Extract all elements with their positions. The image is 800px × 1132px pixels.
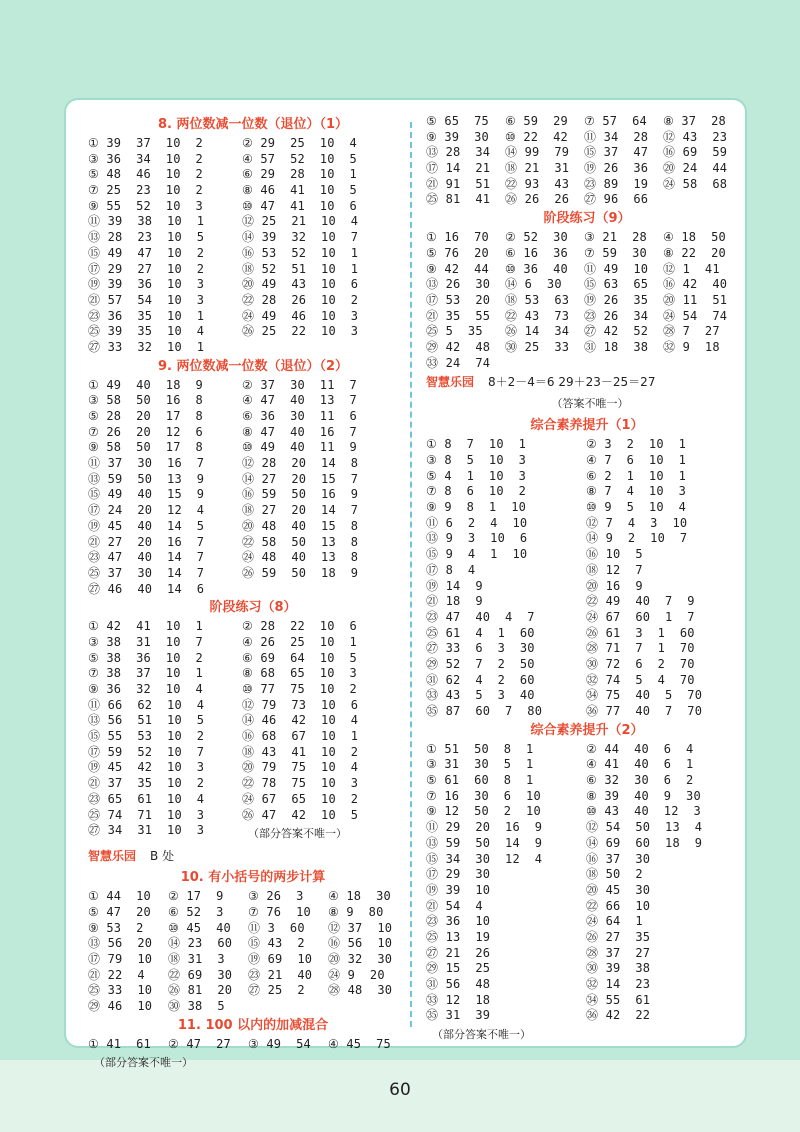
answer-item: ⑤ 4 1 10 3	[426, 468, 527, 483]
answer-item: ㉒ 43 73	[505, 308, 570, 323]
answer-item: ㉓ 89 19	[584, 176, 649, 191]
answer-item: ⑦ 38 37 10 1	[88, 666, 203, 681]
answer-item: ㉒ 93 43	[505, 176, 570, 191]
answer-item: ⑧ 22 20	[663, 245, 726, 260]
answer-item: ⑫ 37 10	[328, 920, 393, 935]
answer-note: （部分答案不唯一）	[432, 1028, 531, 1042]
answer-item: ⑳ 24 44	[663, 161, 728, 176]
wisdom-garden	[88, 845, 418, 867]
answer-item: ① 16 70	[426, 230, 489, 245]
answer-item: ㉘ 7 27	[663, 324, 720, 339]
answer-item: ⑩ 43 40 12 3	[586, 804, 701, 819]
wisdom-garden	[426, 371, 748, 393]
answer-item: ㉑ 54 4	[426, 898, 483, 913]
answer-note: （答案不唯一）	[551, 397, 629, 411]
answer-item: ⑭ 46 42 10 4	[242, 713, 359, 728]
answer-item: ⑳ 79 75 10 4	[242, 760, 359, 775]
answer-item: ③ 58 50 16 8	[88, 393, 203, 408]
answer-item: ㉒ 28 26 10 2	[242, 292, 359, 307]
answer-item: ⑧ 37 28	[663, 114, 726, 128]
answer-item: ⑪ 66 62 10 4	[88, 697, 205, 712]
answer-item: ⑲ 69 10	[248, 951, 313, 966]
answer-item: ⑯ 10 5	[586, 547, 643, 562]
answer-item: ㉜ 9 18	[663, 339, 720, 354]
answer-item: ④ 7 6 10 1	[586, 453, 687, 467]
answer-item: ⑱ 27 20 14 7	[242, 503, 359, 518]
answer-item: ㉙ 46 10	[88, 999, 153, 1013]
answer-item: ⑨ 42 44	[426, 261, 489, 276]
answer-item: ㉝ 24 74	[426, 355, 491, 370]
answer-item: ⑲ 26 35	[584, 292, 649, 307]
answer-note: （部分答案不唯一）	[94, 1056, 193, 1070]
answer-item: ④ 41 40 6 1	[586, 757, 694, 772]
answer-item: ② 47 27	[168, 1036, 231, 1051]
answer-item: ⑰ 59 52 10 7	[88, 744, 205, 759]
answer-item: ⑭ 23 60	[168, 936, 233, 951]
answer-item: ⑦ 59 30	[584, 245, 647, 260]
answer-item: ㉗ 25 2	[248, 983, 305, 998]
answer-item: ⑱ 31 3	[168, 951, 225, 966]
answer-item: ⑥ 52 3	[168, 904, 224, 919]
answer-item: ⑯ 37 30	[586, 851, 651, 866]
answer-item: ⑫ 1 41	[663, 261, 720, 276]
answer-item: ⑧ 39 40 9 30	[586, 788, 701, 803]
answer-item: ⑩ 22 42	[505, 129, 568, 144]
answer-item: ⑱ 21 31	[505, 161, 570, 176]
answer-item: ㉖ 47 42 10 5	[242, 807, 359, 822]
answer-item: ㉚ 25 33	[505, 339, 570, 354]
answer-item: ⑮ 63 65	[584, 277, 649, 292]
answer-item: ⑧ 46 41 10 5	[242, 183, 357, 198]
answer-item: ㉔ 48 40 13 8	[242, 550, 359, 565]
answer-item: ⑨ 12 50 2 10	[426, 804, 541, 819]
answer-item: ② 17 9	[168, 889, 224, 904]
answer-item: ⑩ 49 40 11 9	[242, 440, 357, 455]
answer-item: ㉕ 74 71 10 3	[88, 807, 205, 822]
answer-item: ⑬ 59 50 14 9	[426, 835, 543, 850]
answer-item: ⑥ 59 29	[505, 114, 568, 128]
answer-item: ㉑ 37 35 10 2	[88, 776, 205, 791]
answer-item: ① 39 37 10 2	[88, 136, 203, 150]
answer-item: ㉔ 54 74	[663, 308, 728, 323]
answer-item: ⑥ 29 28 10 1	[242, 167, 357, 182]
section-title: 10. 有小括号的两步计算	[180, 870, 326, 886]
answer-item: ⑤ 61 60 8 1	[426, 773, 534, 788]
left-column	[88, 114, 418, 1074]
answer-item: ⑪ 3 60	[248, 920, 305, 935]
answer-item: ⑮ 43 2	[248, 936, 305, 951]
answer-item: ⑧ 7 4 10 3	[586, 484, 687, 499]
answer-item: ⑤ 38 36 10 2	[88, 650, 203, 665]
answer-item: ⑮ 49 40 15 9	[88, 487, 205, 502]
answer-item: ㉔ 64 1	[586, 914, 643, 929]
answer-item: ⑨ 58 50 17 8	[88, 440, 203, 455]
answer-item: ㉚ 72 6 2 70	[586, 656, 695, 671]
answer-item: ④ 57 52 10 5	[242, 151, 357, 166]
answer-item: ⑪ 39 38 10 1	[88, 214, 205, 229]
answer-item: ⑩ 9 5 10 4	[586, 500, 687, 515]
wisdom-label: 智慧乐园	[426, 375, 475, 390]
answer-item: ⑯ 56 10	[328, 936, 393, 951]
answer-item: ⑬ 56 20	[88, 936, 153, 951]
answer-item: ② 44 40 6 4	[586, 741, 694, 756]
answer-item: ⑦ 76 10	[248, 904, 311, 919]
answer-item: ㉖ 61 3 1 60	[586, 625, 695, 640]
answer-item: ⑰ 79 10	[88, 951, 153, 966]
answer-item: ⑲ 45 42 10 3	[88, 760, 205, 775]
answer-item: ⑫ 25 21 10 4	[242, 214, 359, 229]
answer-item: ⑳ 11 51	[663, 292, 728, 307]
answer-item: ⑳ 45 30	[586, 882, 651, 897]
answer-item: ㊱ 42 22	[586, 1008, 651, 1023]
answer-item: ㉕ 33 10	[88, 983, 153, 998]
answer-item: ㉜ 14 23	[586, 977, 651, 991]
section-title: 阶段练习（9）	[543, 211, 631, 227]
answer-item: ㉔ 67 60 1 7	[586, 609, 695, 624]
section-title: 阶段练习（8）	[209, 600, 297, 616]
answer-item: ㊱ 77 40 7 70	[586, 704, 703, 718]
answer-item: ⑭ 99 79	[505, 145, 570, 160]
answer-item: ⑭ 39 32 10 7	[242, 230, 359, 245]
answer-item: ④ 18 30	[328, 889, 391, 904]
answer-item: ㉔ 67 65 10 2	[242, 791, 359, 806]
answer-item: ㉓ 47 40 14 7	[88, 550, 205, 565]
answer-item: ㉗ 34 31 10 3	[88, 823, 205, 838]
answer-item: ⑫ 54 50 13 4	[586, 820, 703, 835]
answer-item: ㉕ 81 41	[426, 192, 491, 207]
answer-item: ① 8 7 10 1	[426, 437, 527, 452]
answer-item: ⑲ 26 36	[584, 161, 649, 176]
answer-item: ⑬ 26 30	[426, 277, 491, 292]
answer-item: ⑱ 43 41 10 2	[242, 744, 359, 759]
answer-item: ⑱ 53 63	[505, 292, 570, 307]
answer-item: ⑳ 48 40 15 8	[242, 518, 359, 533]
answer-item: ㉖ 27 35	[586, 929, 651, 944]
answer-item: ⑲ 39 10	[426, 882, 491, 897]
section-title: 8. 两位数减一位数（退位）（1）	[157, 117, 349, 132]
answer-note: （部分答案不唯一）	[248, 827, 347, 841]
answer-item: ⑪ 34 28	[584, 129, 649, 144]
answer-item: ④ 26 25 10 1	[242, 634, 357, 649]
answer-item: ㉓ 47 40 4 7	[426, 609, 535, 624]
answer-item: ⑩ 47 41 10 6	[242, 198, 357, 213]
answer-item: ③ 21 28	[584, 230, 647, 245]
right-column	[426, 114, 748, 1046]
answer-item: ③ 31 30 5 1	[426, 757, 534, 772]
answer-item: ⑯ 68 67 10 1	[242, 729, 359, 744]
answer-item: ⑯ 59 50 16 9	[242, 487, 359, 502]
answer-item: ⑫ 7 4 3 10	[586, 515, 688, 530]
answer-item: ⑧ 68 65 10 3	[242, 666, 357, 681]
answer-item: ⑮ 55 53 10 2	[88, 729, 205, 744]
answer-item: ⑦ 57 64	[584, 114, 647, 128]
answer-grid	[426, 742, 748, 1024]
answer-item: ⑲ 39 36 10 3	[88, 277, 205, 292]
answer-item: ⑥ 16 36	[505, 245, 568, 260]
answer-item: ㉒ 49 40 7 9	[586, 594, 695, 609]
answer-item: ⑬ 28 23 10 5	[88, 230, 205, 245]
answer-item: ④ 18 50	[663, 230, 726, 245]
answer-item: ① 51 50 8 1	[426, 741, 534, 756]
answer-item: ㉘ 37 27	[586, 945, 651, 960]
answer-item: ⑧ 47 40 16 7	[242, 424, 357, 439]
answer-item: ⑪ 37 30 16 7	[88, 456, 205, 471]
answer-grid	[88, 378, 418, 598]
answer-item: ⑨ 53 2	[88, 920, 144, 935]
answer-item: ㉜ 74 5 4 70	[586, 672, 695, 687]
wisdom-label: 智慧乐园	[88, 849, 137, 864]
answer-item: ⑭ 9 2 10 7	[586, 531, 688, 546]
answer-item: ⑬ 9 3 10 6	[426, 531, 528, 546]
answer-item: ㉖ 14 34	[505, 324, 570, 339]
answer-item: ㉓ 36 10	[426, 914, 491, 929]
answer-grid	[88, 619, 418, 845]
answer-item: ⑭ 6 30	[505, 277, 562, 292]
answer-item: ⑮ 34 30 12 4	[426, 851, 543, 866]
answer-item: ⑩ 77 75 10 2	[242, 682, 357, 696]
answer-item: ㉑ 18 9	[426, 594, 483, 609]
answer-item: ⑰ 24 20 12 4	[88, 503, 205, 518]
answer-item: ⑤ 65 75	[426, 114, 489, 128]
answer-item: ㉙ 52 7 2 50	[426, 656, 535, 671]
answer-item: ⑫ 28 20 14 8	[242, 456, 359, 471]
answer-item: ㉕ 13 19	[426, 929, 491, 944]
answer-item: ⑧ 9 80	[328, 904, 384, 919]
wisdom-answer: 8＋2－4＝6 29＋23－25＝27	[488, 375, 656, 390]
answer-grid	[426, 230, 748, 371]
answer-item: ⑩ 45 40	[168, 920, 231, 935]
answer-item: ㉗ 21 26	[426, 945, 491, 960]
answer-item: ⑳ 49 43 10 6	[242, 277, 359, 292]
answer-item: ⑬ 56 51 10 5	[88, 713, 205, 728]
answer-item: ① 49 40 18 9	[88, 377, 203, 392]
answer-item: ㉕ 39 35 10 4	[88, 324, 205, 339]
answer-item: ㉓ 36 35 10 1	[88, 308, 205, 323]
answer-grid	[426, 114, 748, 208]
answer-item: ㉒ 78 75 10 3	[242, 776, 359, 791]
answer-item: ⑱ 52 51 10 1	[242, 261, 359, 276]
answer-item: ㉖ 81 20	[168, 983, 233, 998]
answer-item: ㉟ 87 60 7 80	[426, 704, 543, 718]
answer-item: ④ 47 40 13 7	[242, 393, 357, 408]
answer-item: ㉝ 43 5 3 40	[426, 688, 535, 703]
answer-item: ㉙ 42 48	[426, 339, 491, 354]
answer-item: ⑯ 42 40	[663, 277, 728, 292]
answer-item: ㉓ 26 34	[584, 308, 649, 323]
answer-item: ㉔ 58 68	[663, 176, 728, 191]
answer-item: ③ 8 5 10 3	[426, 453, 527, 467]
answer-item: ㉕ 5 35	[426, 324, 483, 339]
answer-item: ⑥ 2 1 10 1	[586, 468, 687, 483]
answer-item: ㉔ 9 20	[328, 967, 385, 982]
answer-item: ① 41 61	[88, 1036, 151, 1051]
answer-item: ⑱ 50 2	[586, 867, 643, 882]
answer-item: ② 3 2 10 1	[586, 437, 687, 452]
answer-item: ㉗ 33 6 3 30	[426, 641, 535, 656]
answer-item: ⑦ 26 20 12 6	[88, 424, 203, 439]
answer-item: ⑫ 79 73 10 6	[242, 697, 359, 712]
answer-item: ⑰ 8 4	[426, 562, 476, 577]
answer-item: ㉞ 55 61	[586, 992, 651, 1007]
page-number: 60	[389, 1080, 411, 1100]
answer-item: ㉑ 91 51	[426, 176, 491, 191]
answer-item: ⑯ 53 52 10 1	[242, 245, 359, 260]
answer-item: ③ 36 34 10 2	[88, 151, 203, 166]
answer-item: ⑪ 49 10	[584, 261, 649, 276]
answer-item: ② 29 25 10 4	[242, 136, 357, 150]
answer-item: ⑲ 14 9	[426, 578, 483, 593]
answer-item: ⑰ 14 21	[426, 161, 491, 176]
answer-item: ⑥ 69 64 10 5	[242, 650, 357, 665]
answer-item: ⑦ 8 6 10 2	[426, 484, 527, 499]
answer-item: ⑥ 32 30 6 2	[586, 773, 694, 788]
answer-item: ② 28 22 10 6	[242, 619, 357, 634]
answer-item: ⑭ 27 20 15 7	[242, 471, 359, 486]
answer-item: ㉔ 49 46 10 3	[242, 308, 359, 323]
answer-item: ㉘ 48 30	[328, 983, 393, 998]
answer-item: ⑤ 28 20 17 8	[88, 409, 203, 423]
answer-item: ⑫ 43 23	[663, 129, 728, 144]
section-title: 综合素养提升（2）	[530, 722, 644, 738]
answer-item: ⑤ 76 20	[426, 245, 489, 260]
answer-item: ㉖ 26 26	[505, 192, 570, 207]
answer-item: ⑮ 9 4 1 10	[426, 547, 528, 562]
answer-item: ⑭ 69 60 18 9	[586, 835, 703, 850]
answer-panel	[64, 98, 747, 1070]
answer-item: ⑳ 32 30	[328, 951, 393, 966]
answer-item: ㉑ 22 4	[88, 967, 145, 982]
answer-item: ㉗ 46 40 14 6	[88, 581, 205, 596]
answer-item: ⑥ 36 30 11 6	[242, 409, 357, 423]
answer-item: ⑰ 29 27 10 2	[88, 261, 205, 276]
answer-item: ⑨ 55 52 10 3	[88, 198, 203, 213]
answer-item: ① 42 41 10 1	[88, 619, 203, 634]
answer-item: ㉓ 21 40	[248, 967, 313, 982]
answer-item: ⑬ 59 50 13 9	[88, 471, 205, 486]
answer-item: ④ 45 75	[328, 1036, 391, 1051]
answer-item: ㉕ 37 30 14 7	[88, 565, 205, 580]
answer-item: ㉚ 39 38	[586, 961, 651, 976]
answer-item: ㉑ 27 20 16 7	[88, 534, 205, 549]
answer-item: ㉒ 66 10	[586, 898, 651, 913]
answer-item: ㉛ 18 38	[584, 339, 649, 354]
answer-item: ㉝ 12 18	[426, 992, 491, 1007]
answer-item: ㉟ 31 39	[426, 1008, 491, 1023]
answer-item: ⑱ 12 7	[586, 562, 643, 577]
section-title: 9. 两位数减一位数（退位）（2）	[157, 358, 349, 374]
answer-item: ⑨ 9 8 1 10	[426, 500, 527, 515]
answer-item: ㉕ 61 4 1 60	[426, 625, 535, 640]
answer-item: ㉑ 35 55	[426, 308, 491, 323]
section-title: 11. 100 以内的加减混合	[177, 1017, 329, 1033]
answer-item: ㉖ 59 50 18 9	[242, 565, 359, 580]
answer-item: ⑦ 25 23 10 2	[88, 183, 203, 198]
answer-item: ㉑ 57 54 10 3	[88, 292, 205, 307]
answer-item: ㉗ 33 32 10 1	[88, 339, 205, 354]
answer-item: ㉞ 75 40 5 70	[586, 688, 703, 703]
answer-item: ⑯ 69 59	[663, 145, 728, 160]
answer-item: ⑪ 6 2 4 10	[426, 515, 528, 530]
answer-item: ⑤ 48 46 10 2	[88, 167, 203, 182]
answer-item: ③ 38 31 10 7	[88, 634, 203, 649]
section-title: 综合素养提升（1）	[530, 418, 644, 434]
answer-item: ㉚ 38 5	[168, 999, 225, 1013]
answer-item: ⑰ 29 30	[426, 867, 491, 882]
answer-item: ㉗ 96 66	[584, 192, 649, 207]
answer-grid	[88, 1037, 418, 1053]
answer-item: ⑩ 36 40	[505, 261, 568, 276]
answer-item: ⑪ 29 20 16 9	[426, 820, 543, 835]
answer-item: ㉛ 62 4 2 60	[426, 672, 535, 687]
answer-item: ② 52 30	[505, 230, 568, 245]
answer-item: ㉒ 69 30	[168, 967, 233, 982]
answer-item: ⑬ 28 34	[426, 145, 491, 160]
answer-grid	[426, 437, 748, 719]
answer-item: ⑲ 45 40 14 5	[88, 518, 205, 533]
answer-item: ㉛ 56 48	[426, 977, 491, 991]
answer-item: ⑨ 36 32 10 4	[88, 682, 203, 696]
answer-item: ③ 49 54	[248, 1036, 311, 1051]
answer-item: ㉒ 58 50 13 8	[242, 534, 359, 549]
answer-item: ③ 26 3	[248, 889, 304, 904]
answer-item: ㉖ 25 22 10 3	[242, 324, 359, 339]
answer-item: ⑳ 16 9	[586, 578, 643, 593]
answer-item: ㉗ 42 52	[584, 324, 649, 339]
answer-item: ① 44 10	[88, 889, 151, 904]
answer-item: ㉘ 71 7 1 70	[586, 641, 695, 656]
answer-item: ⑤ 47 20	[88, 904, 151, 919]
answer-item: ⑮ 49 47 10 2	[88, 245, 205, 260]
answer-grid	[88, 889, 418, 1015]
answer-item: ⑰ 53 20	[426, 292, 491, 307]
answer-item: ⑨ 39 30	[426, 129, 489, 144]
answer-item: ⑦ 16 30 6 10	[426, 788, 541, 803]
answer-item: ⑮ 37 47	[584, 145, 649, 160]
wisdom-answer: B 处	[150, 849, 175, 864]
answer-item: ㉓ 65 61 10 4	[88, 791, 205, 806]
answer-item: ㉙ 15 25	[426, 961, 491, 976]
answer-item: ② 37 30 11 7	[242, 377, 357, 392]
answer-grid	[88, 136, 418, 356]
